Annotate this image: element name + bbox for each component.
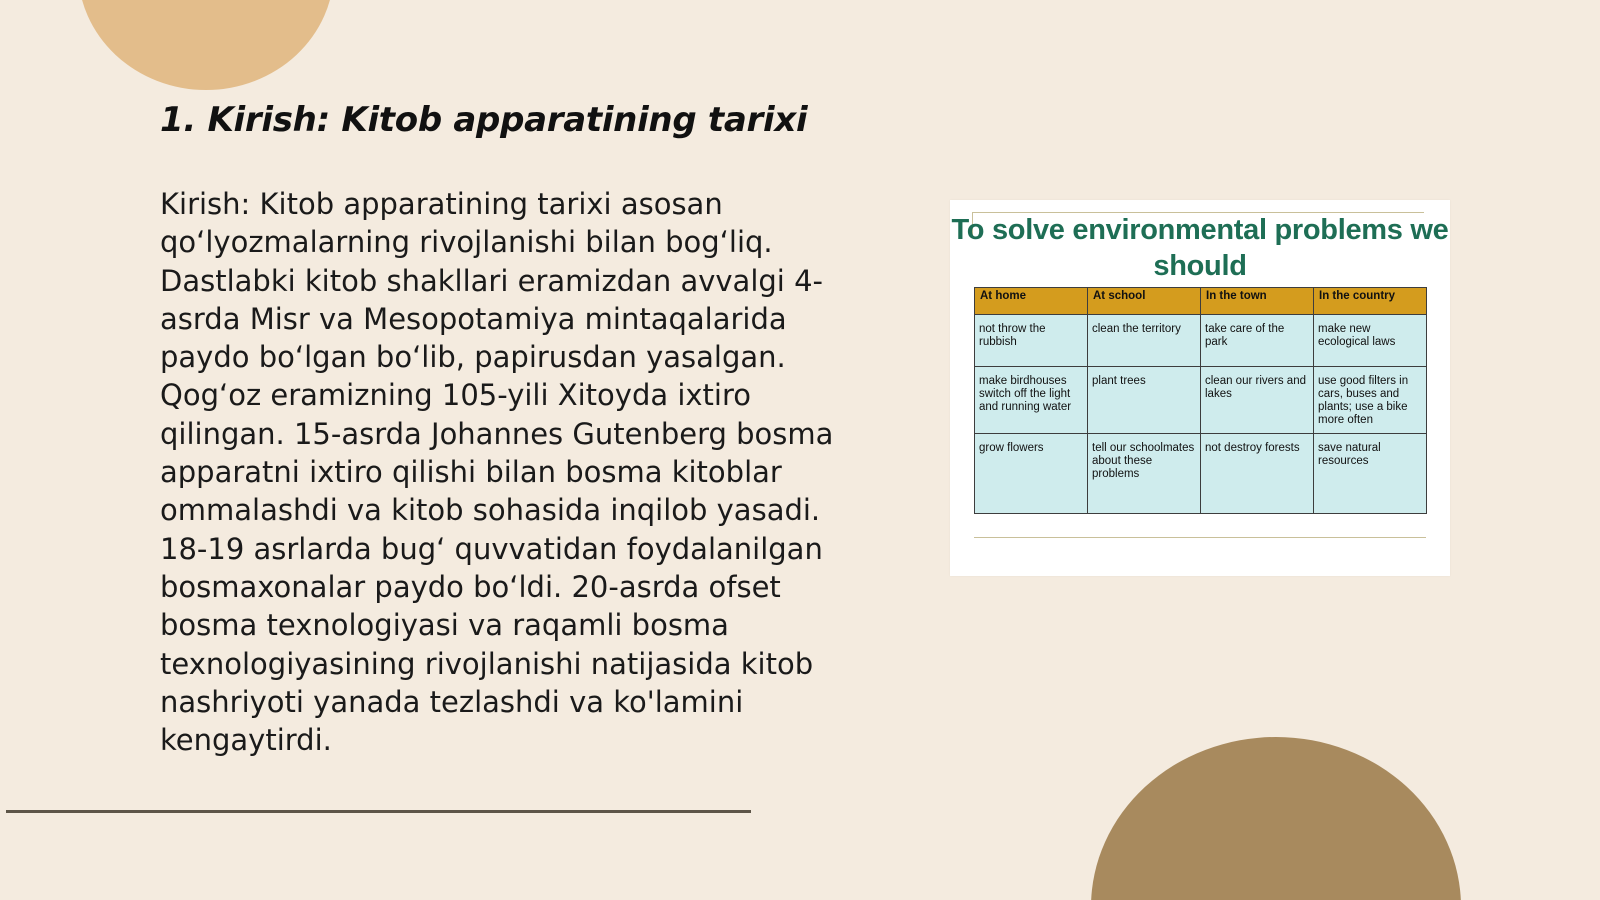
- slide-title: 1. Kirish: Kitob apparatining tarixi: [160, 100, 808, 140]
- table-cell: not throw the rubbish: [975, 315, 1088, 367]
- table-header-row: [975, 288, 1427, 315]
- decorative-circle-bottom: [1091, 737, 1461, 900]
- table-cell: grow flowers: [975, 434, 1088, 514]
- table-cell: take care of the park: [1201, 315, 1314, 367]
- environment-table: [974, 287, 1427, 514]
- table-cell: not destroy forests: [1201, 434, 1314, 514]
- table-cell: clean the territory: [1088, 315, 1201, 367]
- table-cell: save natural resources: [1314, 434, 1427, 514]
- table-header-cell: In the country: [1314, 288, 1427, 315]
- table-cell: plant trees: [1088, 367, 1201, 434]
- table-cell: make new ecological laws: [1314, 315, 1427, 367]
- table-cell: make birdhouses switch off the light and running water: [975, 367, 1088, 434]
- table-row: [975, 434, 1427, 514]
- table-row: [975, 367, 1427, 434]
- table-row: [975, 315, 1427, 367]
- figure-title: To solve environmental problems we should: [951, 214, 1449, 282]
- figure-bottom-rule: [974, 537, 1426, 538]
- divider-line: [6, 810, 751, 813]
- environment-table-image: [950, 200, 1450, 576]
- table-cell: clean our rivers and lakes: [1201, 367, 1314, 434]
- table-header-cell: At school: [1088, 288, 1201, 315]
- table-cell: tell our schoolmates about these problems: [1088, 434, 1201, 514]
- slide-body-text: Kirish: Kitob apparatining tarixi asosan qo‘lyozmalarning rivojlanishi bilan bog‘liq. Dastlabki kitob shakllari eramizdan avvalgi 4-asrda Misr va Mesopotamiya mintaqalarida paydo bo‘lgan bo‘lib, papirusdan yasalgan. Qog‘oz eramizning 105-yili Xitoyda ixtiro qilingan. 15-asrda Johannes Gutenberg bosma apparatni ixtiro qilishi bilan bosma kitoblar ommalashdi va kitob sohasida inqilob yasadi. 18-19 asrlarda bug‘ quvvatidan foydalanilgan bosmaxonalar paydo bo‘ldi. 20-asrda ofset bosma texnologiyasi va raqamli bosma texnologiyasining rivojlanishi natijasida kitob nashriyoti yanada tezlashdi va ko'lamini kengaytirdi.: [160, 187, 834, 758]
- decorative-circle-top: [78, 0, 334, 90]
- table-header-cell: At home: [975, 288, 1088, 315]
- table-header-cell: In the town: [1201, 288, 1314, 315]
- table-cell: use good filters in cars, buses and plants; use a bike more often: [1314, 367, 1427, 434]
